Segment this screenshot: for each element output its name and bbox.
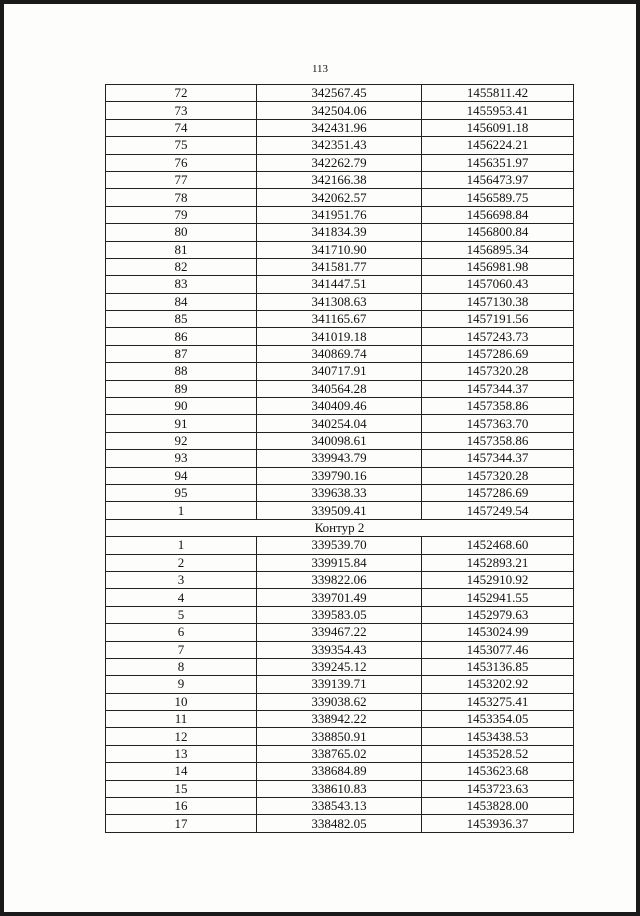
y-coordinate-cell: 1457344.37 [422,450,574,467]
y-coordinate-cell: 1456895.34 [422,241,574,258]
point-number-cell: 92 [106,432,257,449]
coordinates-table-body [106,85,574,833]
point-number-cell: 81 [106,241,257,258]
x-coordinate-cell: 342351.43 [257,137,422,154]
point-number-cell: 74 [106,119,257,136]
x-coordinate-cell: 339915.84 [257,554,422,571]
point-number-cell: 87 [106,345,257,362]
table-row [106,206,574,223]
y-coordinate-cell: 1453024.99 [422,624,574,641]
table-row [106,728,574,745]
x-coordinate-cell: 339139.71 [257,676,422,693]
x-coordinate-cell: 339583.05 [257,606,422,623]
table-row [106,484,574,501]
table-row [106,398,574,415]
table-row [106,241,574,258]
y-coordinate-cell: 1456981.98 [422,258,574,275]
y-coordinate-cell: 1452468.60 [422,537,574,554]
table-row [106,137,574,154]
x-coordinate-cell: 341447.51 [257,276,422,293]
table-row [106,571,574,588]
y-coordinate-cell: 1455811.42 [422,85,574,102]
x-coordinate-cell: 340098.61 [257,432,422,449]
y-coordinate-cell: 1453828.00 [422,798,574,815]
point-number-cell: 88 [106,363,257,380]
table-row [106,189,574,206]
document-page [4,4,636,912]
table-row [106,780,574,797]
y-coordinate-cell: 1457363.70 [422,415,574,432]
y-coordinate-cell: 1453275.41 [422,693,574,710]
table-row [106,171,574,188]
x-coordinate-cell: 342431.96 [257,119,422,136]
table-row [106,224,574,241]
y-coordinate-cell: 1456351.97 [422,154,574,171]
x-coordinate-cell: 342262.79 [257,154,422,171]
point-number-cell: 86 [106,328,257,345]
point-number-cell: 16 [106,798,257,815]
point-number-cell: 1 [106,537,257,554]
y-coordinate-cell: 1456091.18 [422,119,574,136]
point-number-cell: 76 [106,154,257,171]
point-number-cell: 11 [106,711,257,728]
table-row [106,624,574,641]
point-number-cell: 14 [106,763,257,780]
point-number-cell: 77 [106,171,257,188]
point-number-cell: 79 [106,206,257,223]
point-number-cell: 84 [106,293,257,310]
y-coordinate-cell: 1452941.55 [422,589,574,606]
contour-label: Контур 2 [106,519,574,536]
table-row [106,606,574,623]
point-number-cell: 5 [106,606,257,623]
point-number-cell: 6 [106,624,257,641]
point-number-cell: 94 [106,467,257,484]
x-coordinate-cell: 339790.16 [257,467,422,484]
table-row [106,641,574,658]
table-row [106,467,574,484]
y-coordinate-cell: 1452979.63 [422,606,574,623]
x-coordinate-cell: 339245.12 [257,658,422,675]
point-number-cell: 9 [106,676,257,693]
x-coordinate-cell: 340717.91 [257,363,422,380]
table-row [106,554,574,571]
point-number-cell: 93 [106,450,257,467]
point-number-cell: 89 [106,380,257,397]
y-coordinate-cell: 1453623.68 [422,763,574,780]
table-row [106,328,574,345]
point-number-cell: 73 [106,102,257,119]
coordinates-table [105,84,574,833]
y-coordinate-cell: 1456473.97 [422,171,574,188]
point-number-cell: 85 [106,311,257,328]
y-coordinate-cell: 1457130.38 [422,293,574,310]
x-coordinate-cell: 340564.28 [257,380,422,397]
y-coordinate-cell: 1457320.28 [422,467,574,484]
y-coordinate-cell: 1457286.69 [422,345,574,362]
y-coordinate-cell: 1453438.53 [422,728,574,745]
table-row [106,276,574,293]
table-row [106,658,574,675]
table-row [106,293,574,310]
x-coordinate-cell: 339822.06 [257,571,422,588]
y-coordinate-cell: 1457320.28 [422,363,574,380]
point-number-cell: 82 [106,258,257,275]
table-row [106,450,574,467]
point-number-cell: 10 [106,693,257,710]
y-coordinate-cell: 1453723.63 [422,780,574,797]
x-coordinate-cell: 339354.43 [257,641,422,658]
table-row [106,258,574,275]
table-row [106,693,574,710]
x-coordinate-cell: 341951.76 [257,206,422,223]
table-row [106,763,574,780]
x-coordinate-cell: 342504.06 [257,102,422,119]
point-number-cell: 75 [106,137,257,154]
point-number-cell: 7 [106,641,257,658]
y-coordinate-cell: 1453528.52 [422,745,574,762]
point-number-cell: 8 [106,658,257,675]
table-row [106,676,574,693]
x-coordinate-cell: 341019.18 [257,328,422,345]
y-coordinate-cell: 1455953.41 [422,102,574,119]
point-number-cell: 90 [106,398,257,415]
x-coordinate-cell: 339467.22 [257,624,422,641]
contour-header-row [106,519,574,536]
table-row [106,815,574,832]
x-coordinate-cell: 341165.67 [257,311,422,328]
x-coordinate-cell: 341581.77 [257,258,422,275]
y-coordinate-cell: 1457243.73 [422,328,574,345]
y-coordinate-cell: 1457249.54 [422,502,574,519]
point-number-cell: 83 [106,276,257,293]
y-coordinate-cell: 1456800.84 [422,224,574,241]
y-coordinate-cell: 1453202.92 [422,676,574,693]
y-coordinate-cell: 1452910.92 [422,571,574,588]
y-coordinate-cell: 1457358.86 [422,398,574,415]
table-row [106,311,574,328]
x-coordinate-cell: 339509.41 [257,502,422,519]
point-number-cell: 17 [106,815,257,832]
x-coordinate-cell: 338543.13 [257,798,422,815]
table-row [106,380,574,397]
y-coordinate-cell: 1457191.56 [422,311,574,328]
point-number-cell: 13 [106,745,257,762]
x-coordinate-cell: 341710.90 [257,241,422,258]
y-coordinate-cell: 1452893.21 [422,554,574,571]
table-row [106,415,574,432]
table-row [106,102,574,119]
table-row [106,119,574,136]
x-coordinate-cell: 338684.89 [257,763,422,780]
x-coordinate-cell: 338610.83 [257,780,422,797]
table-row [106,711,574,728]
point-number-cell: 80 [106,224,257,241]
x-coordinate-cell: 339038.62 [257,693,422,710]
table-row [106,745,574,762]
point-number-cell: 95 [106,484,257,501]
table-row [106,589,574,606]
x-coordinate-cell: 339539.70 [257,537,422,554]
page-number: 113 [311,63,329,75]
x-coordinate-cell: 338482.05 [257,815,422,832]
x-coordinate-cell: 339943.79 [257,450,422,467]
y-coordinate-cell: 1457286.69 [422,484,574,501]
y-coordinate-cell: 1457344.37 [422,380,574,397]
y-coordinate-cell: 1453354.05 [422,711,574,728]
point-number-cell: 2 [106,554,257,571]
point-number-cell: 91 [106,415,257,432]
point-number-cell: 72 [106,85,257,102]
point-number-cell: 12 [106,728,257,745]
x-coordinate-cell: 340869.74 [257,345,422,362]
x-coordinate-cell: 342166.38 [257,171,422,188]
x-coordinate-cell: 342062.57 [257,189,422,206]
table-row [106,345,574,362]
table-row [106,502,574,519]
table-row [106,798,574,815]
y-coordinate-cell: 1456698.84 [422,206,574,223]
table-row [106,154,574,171]
point-number-cell: 1 [106,502,257,519]
table-row [106,363,574,380]
x-coordinate-cell: 342567.45 [257,85,422,102]
x-coordinate-cell: 340254.04 [257,415,422,432]
table-row [106,537,574,554]
x-coordinate-cell: 339638.33 [257,484,422,501]
x-coordinate-cell: 338765.02 [257,745,422,762]
point-number-cell: 78 [106,189,257,206]
y-coordinate-cell: 1457358.86 [422,432,574,449]
x-coordinate-cell: 338942.22 [257,711,422,728]
y-coordinate-cell: 1453077.46 [422,641,574,658]
x-coordinate-cell: 341834.39 [257,224,422,241]
x-coordinate-cell: 339701.49 [257,589,422,606]
x-coordinate-cell: 340409.46 [257,398,422,415]
y-coordinate-cell: 1453136.85 [422,658,574,675]
y-coordinate-cell: 1456224.21 [422,137,574,154]
point-number-cell: 4 [106,589,257,606]
x-coordinate-cell: 338850.91 [257,728,422,745]
table-row [106,85,574,102]
x-coordinate-cell: 341308.63 [257,293,422,310]
point-number-cell: 3 [106,571,257,588]
y-coordinate-cell: 1456589.75 [422,189,574,206]
point-number-cell: 15 [106,780,257,797]
y-coordinate-cell: 1453936.37 [422,815,574,832]
y-coordinate-cell: 1457060.43 [422,276,574,293]
table-row [106,432,574,449]
